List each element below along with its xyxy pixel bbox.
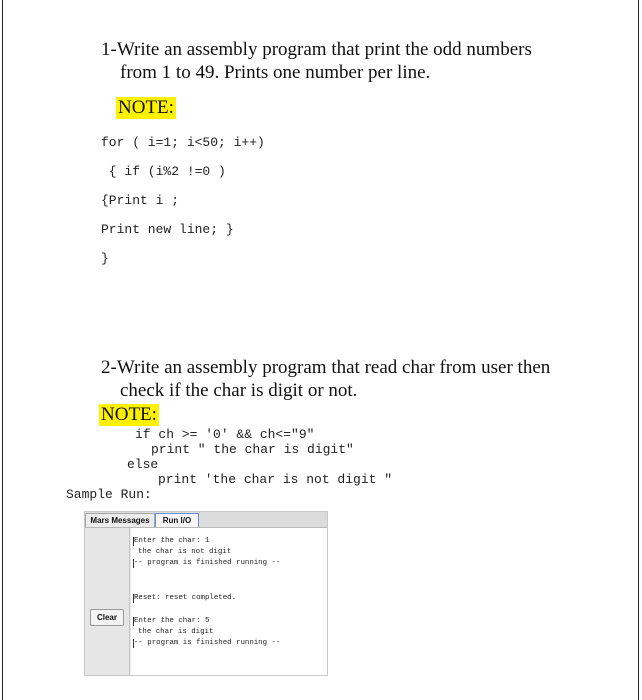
sample-run-label: Sample Run: — [66, 487, 152, 502]
q1-code-line: { if (i%2 !=0 ) — [101, 164, 226, 179]
mars-panel-sidebar — [85, 528, 130, 675]
run-io-console[interactable] — [131, 528, 327, 675]
mars-messages-panel — [84, 511, 328, 676]
console-line: Reset: reset completed. — [134, 594, 237, 602]
q2-code-line: if ch >= '0' && ch<="9" — [135, 427, 315, 442]
console-line: -- program is finished running -- — [134, 639, 281, 647]
console-line: Enter the char: 1 — [134, 537, 210, 545]
q2-code-line: else — [127, 457, 159, 472]
q2-code-line: print " the char is digit" — [151, 442, 354, 457]
console-line: -- program is finished running -- — [134, 559, 281, 567]
question-1-note: NOTE: — [118, 97, 174, 118]
question-2-title: 2-Write an assembly program that read char from user then — [101, 357, 551, 378]
question-2-title-cont: check if the char is digit or not. — [120, 380, 358, 401]
mars-tab-bar — [85, 512, 327, 528]
question-2-note: NOTE: — [101, 404, 157, 425]
q1-code-line: {Print i ; — [101, 193, 180, 208]
q2-code-line: print 'the char is not digit " — [158, 472, 393, 487]
question-1-title: 1-Write an assembly program that print the odd numbers — [101, 39, 532, 60]
page-right-border — [638, 0, 639, 700]
tab-mars-messages[interactable]: Mars Messages — [85, 513, 155, 527]
console-line: the char is not digit — [138, 548, 232, 556]
tab-run-io[interactable]: Run I/O — [155, 513, 199, 527]
q1-code-line: Print new line; } — [101, 222, 234, 237]
question-1-title-cont: from 1 to 49. Prints one number per line. — [120, 62, 431, 83]
console-line: Enter the char: 5 — [134, 617, 210, 625]
clear-button[interactable]: Clear — [90, 609, 124, 626]
q1-code-line: for ( i=1; i<50; i++) — [101, 135, 265, 150]
console-line: the char is digit — [138, 628, 214, 636]
q1-code-line: } — [101, 251, 109, 266]
page-left-border — [2, 0, 3, 700]
